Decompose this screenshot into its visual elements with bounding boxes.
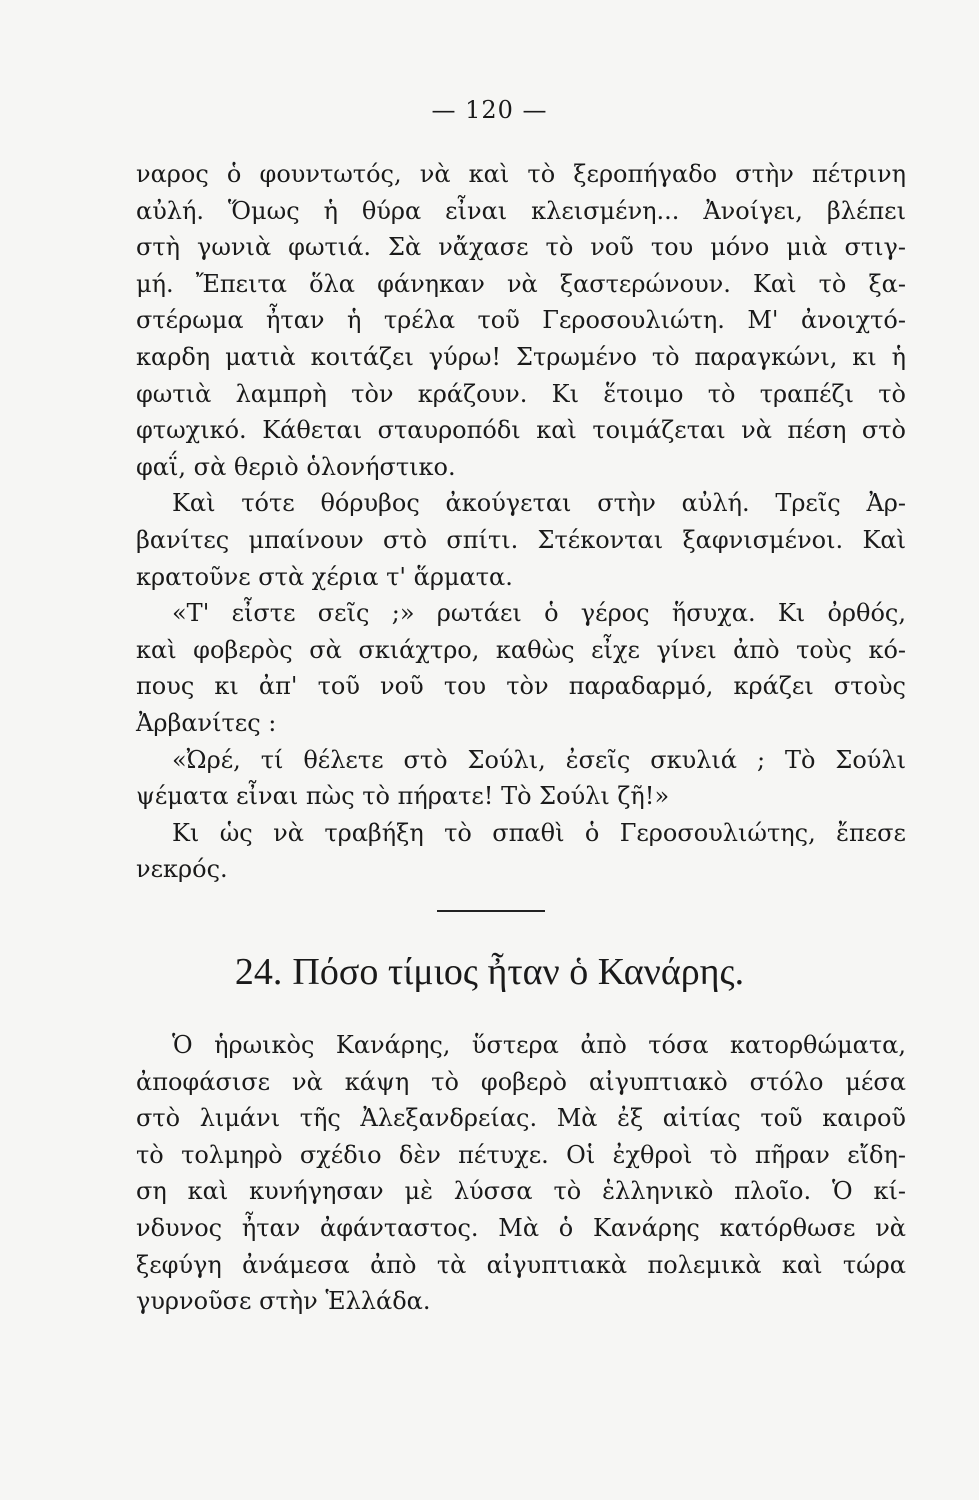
text-line: Ὁ ἡρωικὸς Κανάρης, ὕστερα ἀπὸ τόσα κατορθώματα, bbox=[172, 1031, 906, 1059]
text-line: φωτιὰ λαμπρὴ τὸν κράζουν. Κι ἕτοιμο τὸ τραπέζι τὸ bbox=[136, 379, 906, 408]
text-line: ση καὶ κυνήγησαν μὲ λύσσα τὸ ἑλληνικὸ πλοῖο. Ὁ κί- bbox=[136, 1177, 906, 1206]
text-line: βανίτες μπαίνουν στὸ σπίτι. Στέκονται ξαφνισμένοι. Καὶ bbox=[136, 525, 906, 554]
section-divider bbox=[437, 910, 545, 912]
text-line: νεκρός. bbox=[136, 855, 228, 884]
story-ending-text bbox=[136, 156, 906, 888]
section-number: 24. bbox=[234, 951, 283, 993]
text-line: κρατοῦνε στὰ χέρια τ' ἅρματα. bbox=[136, 562, 513, 591]
text-line: «Τ' εἶστε σεῖς ;» ρωτάει ὁ γέρος ἥσυχα. Κι ὀρθός, bbox=[172, 599, 906, 628]
text-line: ψέματα εἶναι πὼς τὸ πήρατε! Τὸ Σούλι ζῆ!» bbox=[136, 782, 670, 811]
text-line: «Ὠρέ, τί θέλετε στὸ Σούλι, ἐσεῖς σκυλιά ; Τὸ Σούλι bbox=[172, 745, 906, 774]
text-line: τὸ τολμηρὸ σχέδιο δὲν πέτυχε. Οἱ ἐχθροὶ τὸ πῆραν εἴδη- bbox=[136, 1140, 906, 1169]
kanaris-story-text bbox=[136, 1027, 906, 1320]
text-line: στέρωμα ἦταν ἡ τρέλα τοῦ Γεροσουλιώτη. Μ' ἀνοιχτό- bbox=[136, 306, 906, 335]
text-line: πους κι ἀπ' τοῦ νοῦ του τὸν παραδαρμό, κράζει στοὺς bbox=[136, 672, 906, 701]
text-line: αὐλή. Ὅμως ἡ θύρα εἶναι κλεισμένη... Ἀνοίγει, βλέπει bbox=[136, 196, 906, 225]
text-line: ἀποφάσισε νὰ κάψη τὸ φοβερὸ αἰγυπτιακὸ στόλο μέσα bbox=[136, 1067, 906, 1096]
text-line: στὴ γωνιὰ φωτιά. Σὰ νἄχασε τὸ νοῦ του μόνο μιὰ στιγ- bbox=[136, 233, 906, 262]
text-line: Καὶ τότε θόρυβος ἀκούγεται στὴν αὐλή. Τρεῖς Ἀρ- bbox=[172, 489, 906, 518]
text-line: Ἀρβανίτες : bbox=[136, 708, 277, 737]
text-line: ξεφύγη ἀνάμεσα ἀπὸ τὰ αἰγυπτιακὰ πολεμικὰ καὶ τώρα bbox=[136, 1250, 906, 1279]
page-number: — 120 — bbox=[431, 96, 548, 124]
text-line: ναρος ὁ φουντωτός, νὰ καὶ τὸ ξεροπήγαδο στὴν πέτρινη bbox=[136, 160, 906, 188]
text-line: Κι ὡς νὰ τραβήξη τὸ σπαθὶ ὁ Γεροσουλιώτης, ἔπεσε bbox=[172, 818, 906, 847]
text-line: γυρνοῦσε στὴν Ἑλλάδα. bbox=[136, 1287, 431, 1316]
text-line: στὸ λιμάνι τῆς Ἀλεξανδρείας. Μὰ ἐξ αἰτίας τοῦ καιροῦ bbox=[136, 1104, 906, 1133]
text-line: φαΐ, σὰ θεριὸ ὁλονήστικο. bbox=[136, 452, 456, 481]
text-line: νδυνος ἦταν ἀφάνταστος. Μὰ ὁ Κανάρης κατόρθωσε νὰ bbox=[136, 1213, 906, 1242]
section-title: Πόσο τίμιος ἦταν ὁ Κανάρης. bbox=[292, 951, 745, 993]
text-line: μή. Ἔπειτα ὅλα φάνηκαν νὰ ξαστερώνουν. Καὶ τὸ ξα- bbox=[136, 269, 906, 298]
section-heading bbox=[0, 944, 979, 1000]
text-line: φτωχικό. Κάθεται σταυροπόδι καὶ τοιμάζεται νὰ πέση στὸ bbox=[136, 416, 906, 445]
text-line: καρδη ματιὰ κοιτάζει γύρω! Στρωμένο τὸ παραγκώνι, κι ἡ bbox=[136, 342, 906, 371]
text-line: καὶ φοβερὸς σὰ σκιάχτρο, καθὼς εἶχε γίνει ἀπὸ τοὺς κό- bbox=[136, 635, 906, 664]
